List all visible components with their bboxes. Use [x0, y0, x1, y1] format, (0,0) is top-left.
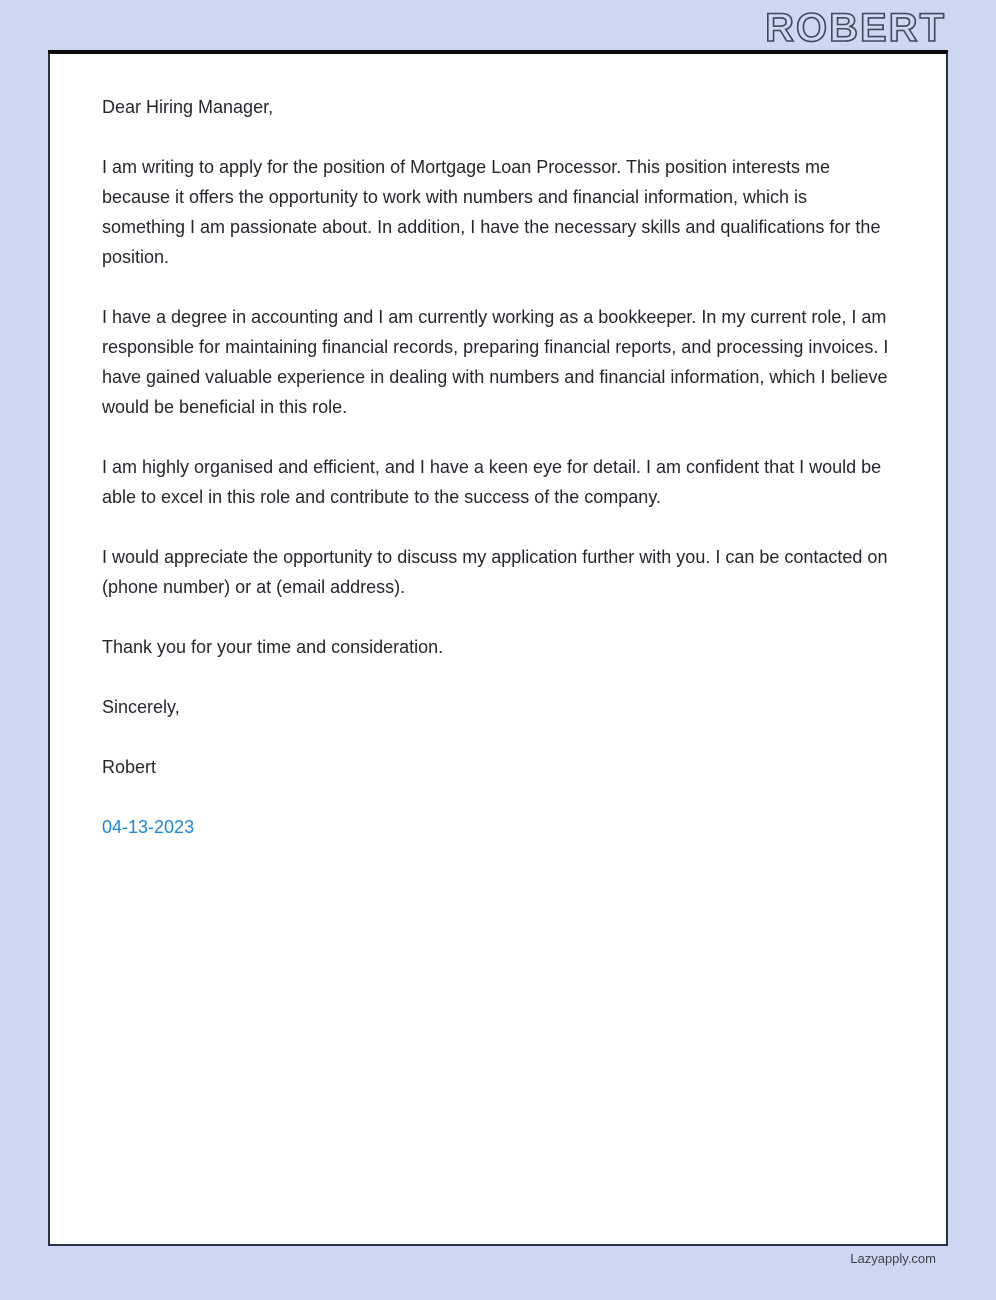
letter-paragraph: I am writing to apply for the position of Mortgage Loan Processor. This position interests me because it offers the opportunity to work with numbers and financial information, which is something I am passionate about. In addition, I have the necessary skills and qualifications for the position.	[102, 157, 881, 267]
letter-paragraph: I would appreciate the opportunity to discuss my application further with you. I can be contacted on (phone number) or at (email address).	[102, 547, 888, 597]
brand-name: ROBERT	[765, 6, 946, 50]
closing: Sincerely,	[102, 697, 180, 717]
salutation: Dear Hiring Manager,	[102, 97, 274, 117]
page-header	[0, 0, 996, 50]
letter-page	[48, 54, 948, 1246]
letter-paragraph: I have a degree in accounting and I am currently working as a bookkeeper. In my current role, I am responsible for maintaining financial records, preparing financial reports, and processing invoices. I have gained valuable experience in dealing with numbers and financial information, which I believe would be beneficial in this role.	[102, 307, 889, 417]
letter-paragraph: Thank you for your time and consideration.	[102, 637, 444, 657]
watermark: Lazyapply.com	[850, 1251, 936, 1266]
signature: Robert	[102, 757, 157, 777]
letter-paragraph: I am highly organised and efficient, and I have a keen eye for detail. I am confident that I would be able to excel in this role and contribute to the success of the company.	[102, 457, 882, 507]
date-link[interactable]: 04-13-2023	[102, 817, 195, 837]
